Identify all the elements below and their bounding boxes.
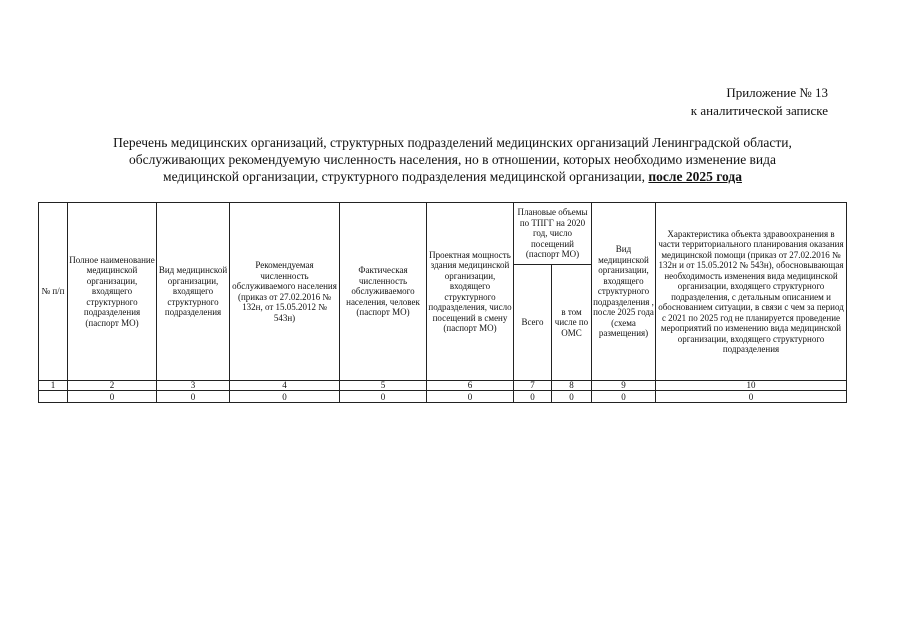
table-cell: 0 — [68, 391, 157, 403]
table-cell: 0 — [592, 391, 656, 403]
header-actual-population: Фактическая численность обслуживаемого населения, человек (паспорт МО) — [340, 203, 427, 381]
column-number: 8 — [552, 381, 592, 391]
column-number: 5 — [340, 381, 427, 391]
table-cell: 0 — [157, 391, 230, 403]
header-oms: в том числе по ОМС — [552, 265, 592, 381]
column-number: 1 — [39, 381, 68, 391]
header-recommended-population: Рекомендуемая численность обслуживаемого населения (приказ от 27.02.2016 № 132н, от 15.05.2012 № 543н) — [230, 203, 340, 381]
title-line-3 — [70, 168, 835, 185]
header-row-1 — [39, 203, 847, 265]
header-org-name: Полное наименование медицинской организации, входящего структурного подразделения (паспорт МО) — [68, 203, 157, 381]
table-cell: 0 — [340, 391, 427, 403]
table-cell — [39, 391, 68, 403]
column-number: 3 — [157, 381, 230, 391]
column-number: 9 — [592, 381, 656, 391]
header-design-capacity: Проектная мощность здания медицинской организации, входящего структурного подразделения, число посещений в смену (паспорт МО) — [427, 203, 514, 381]
table-cell: 0 — [230, 391, 340, 403]
appendix-note — [691, 84, 828, 120]
table-cell: 0 — [656, 391, 847, 403]
column-number: 4 — [230, 381, 340, 391]
table-cell: 0 — [514, 391, 552, 403]
appendix-number: Приложение № 13 — [726, 85, 828, 100]
column-numbers-row — [39, 381, 847, 391]
column-number: 6 — [427, 381, 514, 391]
title-line-1: Перечень медицинских организаций, структурных подразделений медицинских организаций Ленинградской области, — [113, 135, 792, 150]
header-org-type: Вид медицинской организации, входящего структурного подразделения — [157, 203, 230, 381]
table-cell: 0 — [552, 391, 592, 403]
header-planned-volumes: Плановые объемы по ТПГГ на 2020 год, число посещений (паспорт МО) — [514, 203, 592, 265]
document-title — [70, 134, 835, 185]
header-org-type-after-2025: Вид медицинской организации, входящего структурного подразделения , после 2025 года (схема размещения) — [592, 203, 656, 381]
column-number: 7 — [514, 381, 552, 391]
title-line-2: обслуживающих рекомендуемую численность населения, но в отношении, которых необходимо изменение вида — [128, 152, 777, 167]
table-cell: 0 — [427, 391, 514, 403]
appendix-reference: к аналитической записке — [690, 103, 828, 118]
column-number: 2 — [68, 381, 157, 391]
column-number: 10 — [656, 381, 847, 391]
table-row — [39, 391, 847, 403]
header-total: Всего — [514, 265, 552, 381]
title-line-3-text: медицинской организации, структурного подразделения медицинской организации, — [163, 169, 645, 184]
organizations-table — [38, 202, 847, 403]
title-emphasis: после 2025 года — [648, 169, 742, 184]
header-characteristics: Характеристика объекта здравоохранения в части территориального планирования оказания медицинской помощи (приказ от 27.02.2016 № 132н и от 15.05.2012 № 543н), обосновывающая необходимость изменения вида медицинской организации, входящего структурного подразделения, с детальным описанием и обоснованием ситуации, в связи с чем за период с 2021 по 2025 год не планируется проведение мероприятий по изменению вида медицинской организации, входящего структурного подразделения — [656, 203, 847, 381]
header-index: № п/п — [39, 203, 68, 381]
